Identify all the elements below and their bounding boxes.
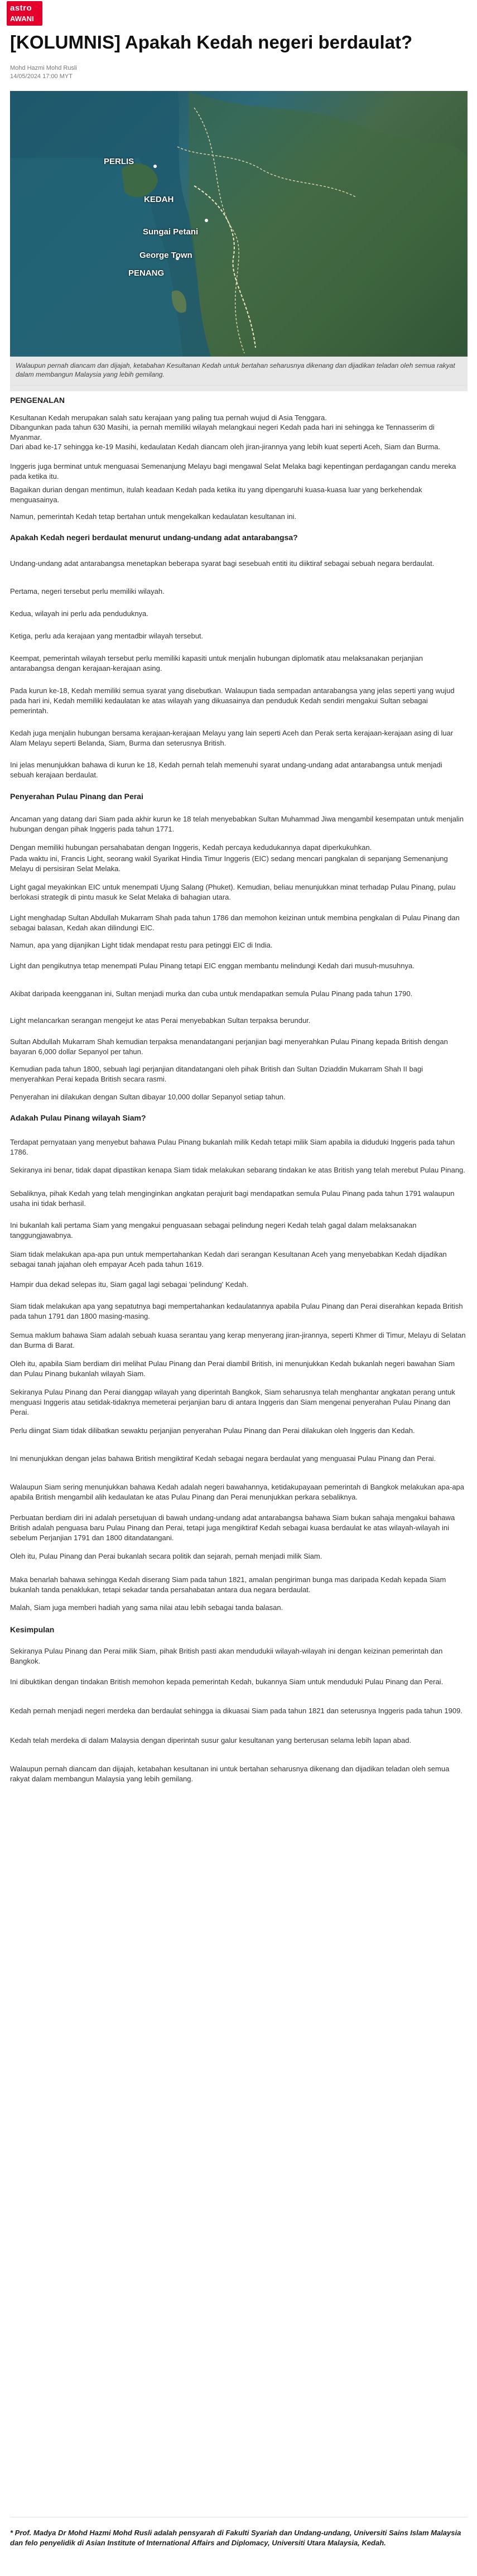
body-paragraph: Oleh itu, apabila Siam berdiam diri melihat Pulau Pinang dan Perai diambil British, ini menunjukkan Kedah bukanlah negeri bawahan Siam dan Pulau Pinang bukanlah wilayah Siam. <box>10 1359 455 1378</box>
body-paragraph: Light gagal meyakinkan EIC untuk menempati Ujung Salang (Phuket). Kemudian, beliau menunjukkan minat terhadap Pulau Pinang, pulau berlokasi strategik di pintu masuk ke Selat Melaka di bahagian utara. <box>10 883 456 901</box>
article-date: 14/05/2024 17:00 MYT <box>10 73 73 80</box>
body-paragraph: Malah, Siam juga memberi hadiah yang sama nilai atau lebih sebagai tanda balasan. <box>10 1603 283 1612</box>
body-paragraph: Inggeris juga berminat untuk menguasai Semenanjung Melayu bagi mengawal Selat Melaka bagi kepentingan perdagangan candu mereka pada ketika itu. <box>10 462 456 480</box>
body-paragraph: Dengan memiliki hubungan persahabatan dengan Inggeris, Kedah percaya kedudukannya dapat diperkukuhkan. <box>10 843 372 852</box>
section-heading: Penyerahan Pulau Pinang dan Perai <box>10 792 143 801</box>
body-paragraph: Ini dibuktikan dengan tindakan British memohon kepada pemerintah Kedah, bukannya Siam untuk menduduki Pulau Pinang dan Perai. <box>10 1678 444 1686</box>
logo-line2: AWANI <box>10 15 34 23</box>
body-paragraph: Namun, pemerintah Kedah tetap bertahan untuk mengekalkan kedaulatan kesultanan ini. <box>10 512 297 521</box>
body-paragraph: Kesultanan Kedah merupakan salah satu kerajaan yang paling tua pernah wujud di Asia Tenggara. <box>10 414 327 422</box>
map-label-sungai-petani: Sungai Petani <box>143 227 199 237</box>
body-paragraph: Kedah telah merdeka di dalam Malaysia dengan diperintah susur galur kesultanan yang berterusan selama lebih lapan abad. <box>10 1736 412 1744</box>
body-paragraph: Perlu diingat Siam tidak dilibatkan sewaktu perjanjian penyerahan Pulau Pinang dan Perai dilakukan oleh Inggeris dan Kedah. <box>10 1426 415 1435</box>
body-paragraph: Sebaliknya, pihak Kedah yang telah menginginkan angkatan perajurit bagi mendapatkan semula Pulau Pinang pada tahun 1791 walaupun usaha ini tidak berhasil. <box>10 1189 455 1208</box>
body-paragraph: Perbuatan berdiam diri ini adalah persetujuan di bawah undang-undang adat antarabangsa bahawa Siam bukan sahaja mengakui bahawa British adalah penguasa baru Pulau Pinang dan Perai, tetapi juga mengiktiraf Kedah sebagai kuasa berdaulat ke atas wilayah-wilayah ini sebelum Perjanjian 1791 dan 1800 ditandatangani. <box>10 1513 455 1542</box>
map-label-penang: PENANG <box>128 268 165 278</box>
body-paragraph: Ini menunjukkan dengan jelas bahawa British mengiktiraf Kedah sebagai negara berdaulat yang menguasai Pulau Pinang dan Perai. <box>10 1454 436 1463</box>
body-paragraph: Ketiga, perlu ada kerajaan yang mentadbir wilayah tersebut. <box>10 632 204 640</box>
map-label-george-town: George Town <box>139 251 192 260</box>
body-paragraph: Maka benarlah bahawa sehingga Kedah diserang Siam pada tahun 1821, amalan pengiriman bunga mas daripada Kedah kepada Siam bukanlah tanda penaklukan, tetapi sekadar tanda persahabatan antara dua negara berdaulat. <box>10 1575 446 1594</box>
divider <box>10 385 468 386</box>
body-paragraph: Kedah pernah menjadi negeri merdeka dan berdaulat sehingga ia dikuasai Siam pada tahun 1821 dan seterusnya Inggeris pada tahun 1909. <box>10 1707 462 1715</box>
body-paragraph: Siam tidak melakukan apa yang sepatutnya bagi mempertahankan kedaulatannya apabila Pulau Pinang dan Perai diserahkan kepada British pada tahun 1791 dan 1800 masing-masing. <box>10 1302 463 1320</box>
section-heading: Apakah Kedah negeri berdaulat menurut undang-undang adat antarabangsa? <box>10 533 298 542</box>
body-paragraph: Kedah juga menjalin hubungan bersama kerajaan-kerajaan Melayu yang lain seperti Aceh dan Perak serta kerajaan-kerajaan asing di luar Alam Melayu seperti Belanda, Siam, Burma dan seterusnya British. <box>10 729 454 747</box>
body-paragraph: Sultan Abdullah Mukarram Shah kemudian terpaksa menandatangani perjanjian bagi menyerahkan Pulau Pinang kepada British dengan bayaran 6,000 dollar Sepanyol per tahun. <box>10 1037 448 1056</box>
body-paragraph: Sekiranya Pulau Pinang dan Perai milik Siam, pihak British pasti akan mendudukii wilayah-wilayah ini dengan keizinan pemerintah dan Bangkok. <box>10 1647 443 1665</box>
section-heading: Adakah Pulau Pinang wilayah Siam? <box>10 1113 146 1122</box>
body-paragraph: Pada kurun ke-18, Kedah memiliki semua syarat yang disebutkan. Walaupun tiada sempadan antarabangsa yang jelas seperti yang wujud pada hari ini, Kedah memiliki kedaulatan ke atas wilayah yang dikuasainya dan penduduk Kedah sendiri mengakui Sultan sebagai pemerintah. <box>10 686 455 715</box>
article-title: [KOLUMNIS] Apakah Kedah negeri berdaulat? <box>10 32 413 52</box>
body-paragraph: Pada waktu ini, Francis Light, seorang wakil Syarikat Hindia Timur Inggeris (EIC) sedang mencari pangkalan di sepanjang Semenanjung Melayu di persisiran Selat Melaka. <box>10 854 448 873</box>
map-label-kedah: KEDAH <box>144 195 174 204</box>
body-paragraph: Dari abad ke-17 sehingga ke-19 Masihi, kedaulatan Kedah diancam oleh jiran-jirannya yang lebih kuat seperti Aceh, Siam dan Burma. <box>10 443 441 451</box>
astro-awani-logo[interactable] <box>7 1 42 26</box>
body-paragraph: Namun, apa yang dijanjikan Light tidak mendapat restu para petinggi EIC di India. <box>10 941 273 949</box>
body-paragraph: Penyerahan ini dilakukan dengan Sultan dibayar 10,000 dollar Sepanyol setiap tahun. <box>10 1093 286 1101</box>
author-footnote: * Prof. Madya Dr Mohd Hazmi Mohd Rusli adalah pensyarah di Fakulti Syariah dan Undang-undang, Universiti Sains Islam Malaysia dan felo penyelidik di Asian Institute of International Affairs and Diplomacy, Universiti Utara Malaysia, Kedah. <box>10 2529 461 2547</box>
body-paragraph: Undang-undang adat antarabangsa menetapkan beberapa syarat bagi sesebuah entiti itu diiktiraf sebagai sebuah negara berdaulat. <box>10 559 435 568</box>
section-heading: Kesimpulan <box>10 1625 55 1634</box>
body-paragraph: Siam tidak melakukan apa-apa pun untuk mempertahankan Kedah dari serangan Kesultanan Aceh yang menyebabkan Kedah dijadikan sebagai tanah jajahan oleh empayar Aceh pada tahun 1619. <box>10 1250 447 1268</box>
body-paragraph: Walaupun pernah diancam dan dijajah, ketabahan kesultanan ini untuk bertahan seharusnya dikenang dan dijadikan teladan oleh semua rakyat dalam membangun Malaysia yang lebih gemilang. <box>10 1765 450 1783</box>
body-paragraph: Keempat, pemerintah wilayah tersebut perlu memiliki kapasiti untuk menjalin hubungan diplomatik atau melaksanakan perjanjian antarabangsa dengan kerajaan-kerajaan asing. <box>10 654 423 672</box>
body-paragraph: Oleh itu, Pulau Pinang dan Perai bukanlah secara politik dan sejarah, pernah menjadi milik Siam. <box>10 1552 322 1560</box>
body-paragraph: Light dan pengikutnya tetap menempati Pulau Pinang tetapi EIC enggan membantu melindungi Kedah dari musuh-musuhnya. <box>10 962 415 970</box>
map-label-perlis: PERLIS <box>104 157 134 166</box>
image-caption: Walaupun pernah diancam dan dijajah, ketabahan Kesultanan Kedah untuk bertahan seharusnya dikenang dan dijadikan teladan oleh semua rakyat dalam membangun Malaysia yang lebih gemilang. <box>10 357 468 391</box>
article-author[interactable]: Mohd Hazmi Mohd Rusli <box>10 65 77 71</box>
body-paragraph: Akibat daripada keengganan ini, Sultan menjadi murka dan cuba untuk mendapatkan semula Pulau Pinang pada tahun 1790. <box>10 989 413 998</box>
body-paragraph: Ini bukanlah kali pertama Siam yang mengakui penguasaan sebagai pelindung negeri Kedah telah gagal dalam melaksanakan tanggungjawabnya. <box>10 1221 417 1239</box>
section-heading: PENGENALAN <box>10 396 65 405</box>
body-paragraph: Bagaikan durian dengan mentimun, itulah keadaan Kedah pada ketika itu yang dipengaruhi kuasa-kuasa luar yang berkehendak menguasainya. <box>10 486 422 504</box>
body-paragraph: Ini jelas menunjukkan bahawa di kurun ke 18, Kedah pernah telah memenuhi syarat undang-undang adat antarabangsa untuk menjadi sebuah kerajaan berdaulat. <box>10 761 442 779</box>
body-paragraph: Dibangunkan pada tahun 630 Masihi, ia pernah memiliki wilayah melangkaui negeri Kedah pada hari ini sehingga ke Tennasserim di Myanmar. <box>10 423 435 441</box>
hero-map-image <box>10 91 468 357</box>
body-paragraph: Semua maklum bahawa Siam adalah sebuah kuasa serantau yang kerap menyerang jiran-jirannya, seperti Khmer di Timur, Melayu di Selatan dan Burma di Barat. <box>10 1331 466 1349</box>
body-paragraph: Light melancarkan serangan mengejut ke atas Perai menyebabkan Sultan terpaksa berundur. <box>10 1016 311 1025</box>
body-paragraph: Kemudian pada tahun 1800, sebuah lagi perjanjian ditandatangani oleh pihak British dan Sultan Dziaddin Mukarram Shah II bagi menyerahkan Perai kepada British secara rasmi. <box>10 1065 423 1083</box>
body-paragraph: Light menghadap Sultan Abdullah Mukarram Shah pada tahun 1786 dan memohon keizinan untuk membina pengkalan di Pulau Pinang dan sebagai balasan, Kedah akan dilindungi EIC. <box>10 914 460 932</box>
body-paragraph: Ancaman yang datang dari Siam pada akhir kurun ke 18 telah menyebabkan Sultan Muhammad Jiwa mengambil kesempatan untuk menjalin hubungan dengan pihak Inggeris pada tahun 1771. <box>10 815 464 833</box>
body-paragraph: Kedua, wilayah ini perlu ada penduduknya. <box>10 609 148 618</box>
body-paragraph: Hampir dua dekad selepas itu, Siam gagal lagi sebagai 'pelindung' Kedah. <box>10 1280 249 1289</box>
body-paragraph: Walaupun Siam sering menunjukkan bahawa Kedah adalah negeri bawahannya, ketidakupayaan pemerintah di Bangkok melakukan apa-apa apabila British mengambil alih kedaulatan ke atas Pulau Pinang dan Perai menunjukkan perkara sebaliknya. <box>10 1483 465 1501</box>
body-paragraph: Sekiranya ini benar, tidak dapat dipastikan kenapa Siam tidak melakukan sebarang tindakan ke atas British yang telah merebut Pulau Pinang. <box>10 1166 465 1174</box>
map-graphic <box>10 91 468 357</box>
body-paragraph: Pertama, negeri tersebut perlu memiliki wilayah. <box>10 587 165 595</box>
logo-line1: astro <box>10 3 32 13</box>
body-paragraph: Terdapat pernyataan yang menyebut bahawa Pulau Pinang bukanlah milik Kedah tetapi milik Siam apabila ia diduduki Inggeris pada tahun 1786. <box>10 1138 455 1156</box>
body-paragraph: Sekiranya Pulau Pinang dan Perai dianggap wilayah yang diperintah Bangkok, Siam seharusnya telah menghantar angkatan perang untuk menguasi Inggeris atau setidak-tidaknya memeterai perjanjian baru di antara Inggeris dan Siam mengenai penyerahan Pulau Pinang dan Perai. <box>10 1388 455 1416</box>
